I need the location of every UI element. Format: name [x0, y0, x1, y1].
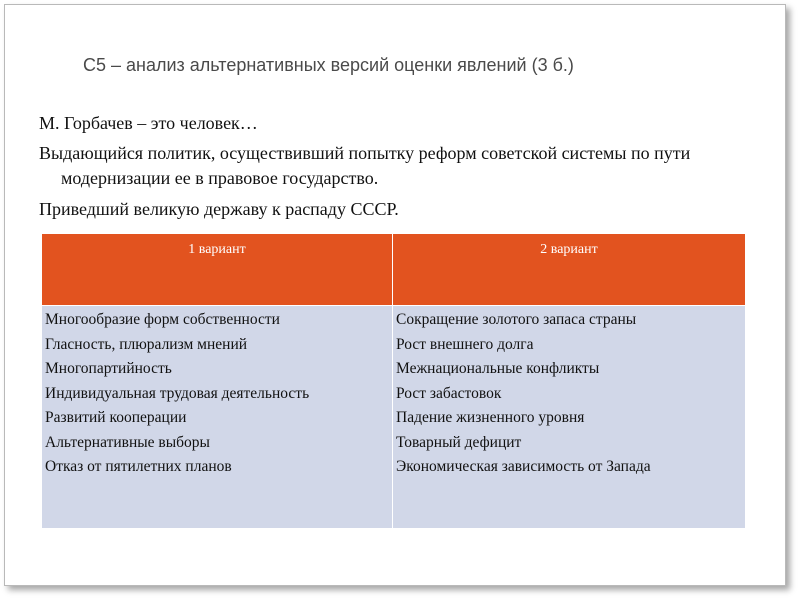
- intro-line-3: Приведший великую державу к распаду СССР.: [39, 199, 399, 219]
- list-item: Отказ от пятилетних планов: [45, 458, 232, 475]
- header-variant-2: 2 вариант: [393, 234, 746, 306]
- slide-title: С5 – анализ альтернативных версий оценки явлений (3 б.): [83, 55, 574, 75]
- variant-1-cell: [42, 306, 393, 529]
- list-item: Развитий кооперации: [45, 409, 187, 426]
- list-item: Рост внешнего долга: [396, 335, 534, 353]
- list-item: Товарный дефицит: [396, 433, 522, 451]
- list-item: Многопартийность: [45, 360, 172, 377]
- intro-line-2: Выдающийся политик, осуществивший попытку реформ советской системы по пути модернизации ее в правовое государство.: [39, 143, 691, 188]
- intro-line-1: М. Горбачев – это человек…: [39, 113, 258, 133]
- list-item: Рост забастовок: [396, 384, 502, 402]
- table-header-row: [42, 234, 746, 306]
- list-item: Гласность, плюрализм мнений: [45, 335, 248, 353]
- list-item: Альтернативные выборы: [45, 433, 210, 451]
- list-item: Межнациональные конфликты: [396, 360, 600, 377]
- slide: [4, 4, 786, 586]
- variant-2-cell: [393, 306, 746, 529]
- list-item: Сокращение золотого запаса страны: [396, 311, 637, 328]
- intro-text: [39, 111, 739, 228]
- list-item: Экономическая зависимость от Запада: [396, 458, 651, 475]
- list-item: Многообразие форм собственности: [45, 311, 280, 328]
- table-row: [42, 306, 746, 529]
- header-variant-1: 1 вариант: [42, 234, 393, 306]
- list-item: Падение жизненного уровня: [396, 409, 585, 426]
- versions-table: [41, 233, 746, 529]
- list-item: Индивидуальная трудовая деятельность: [45, 384, 310, 402]
